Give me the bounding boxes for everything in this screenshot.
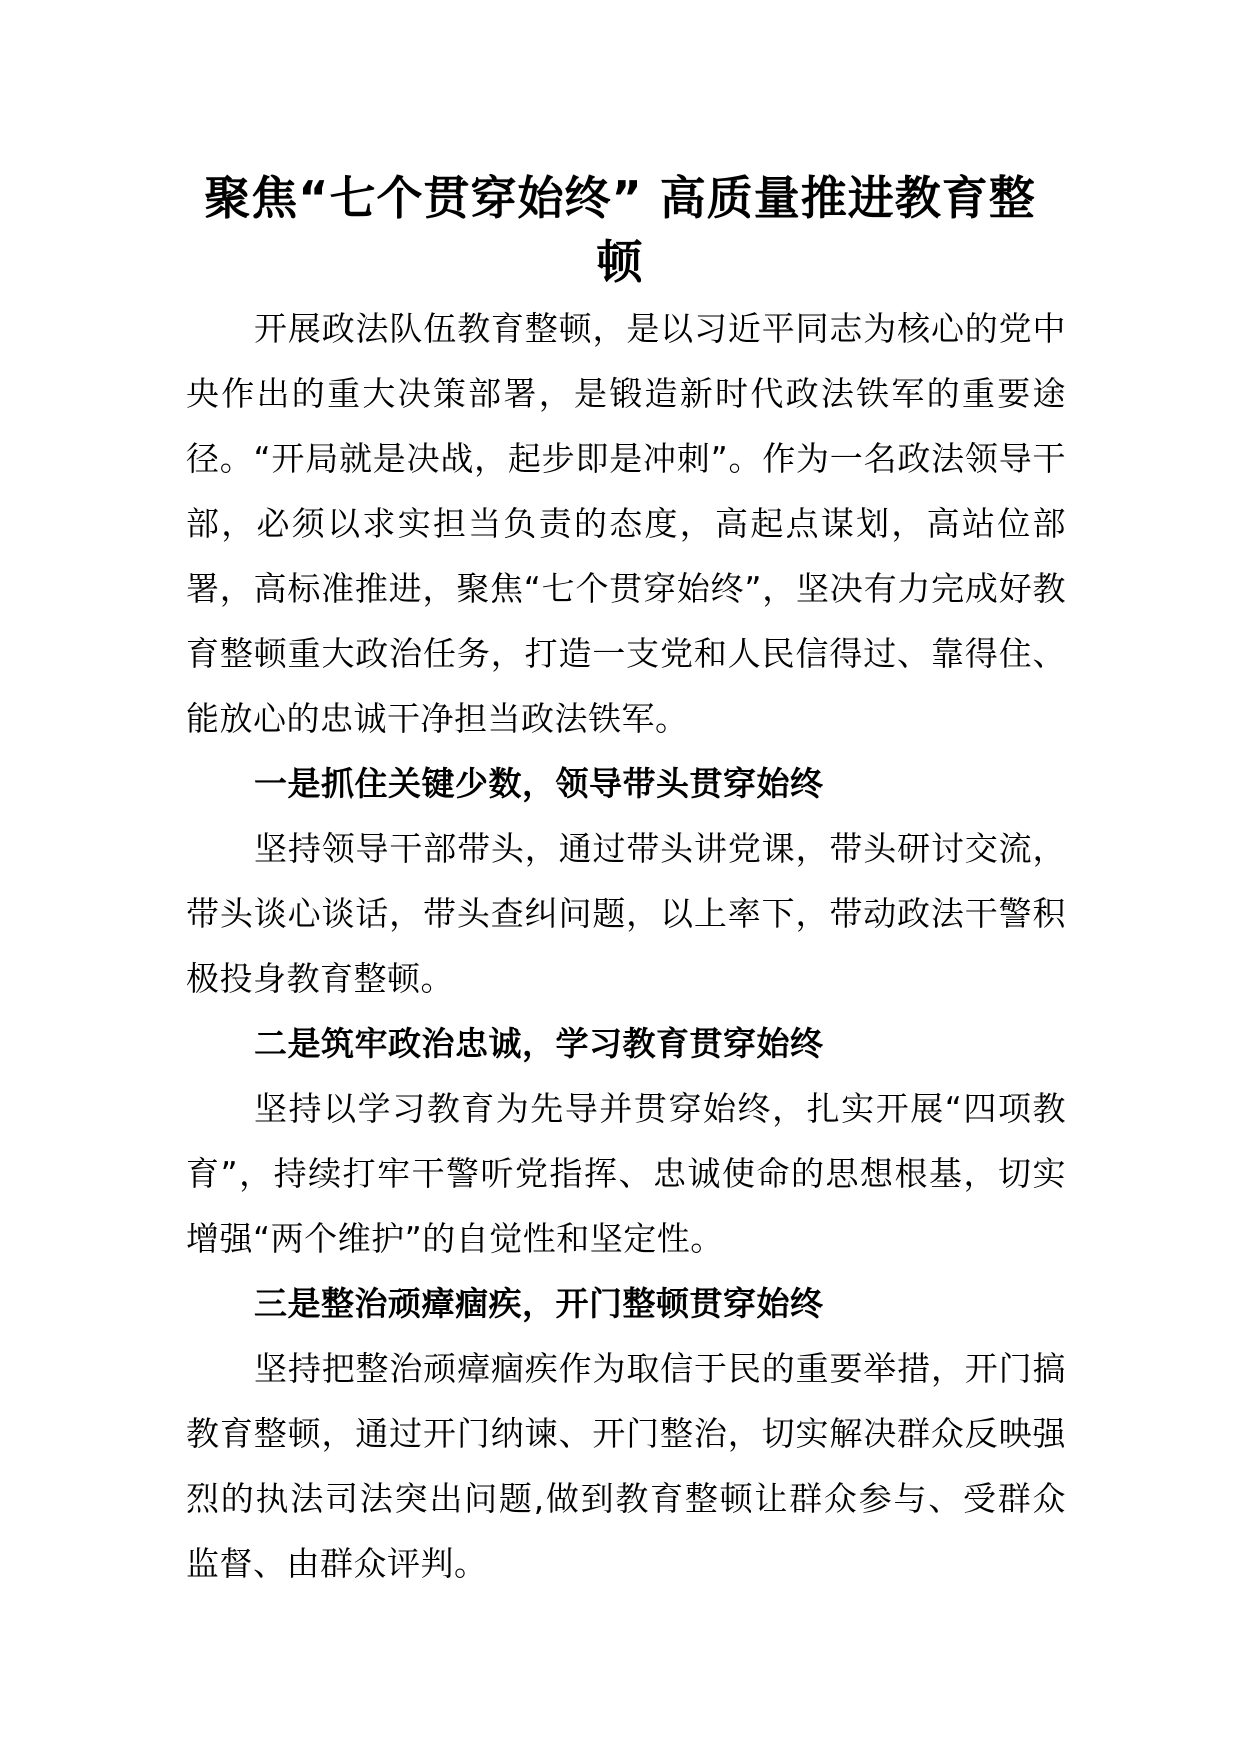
document-body (186, 296, 1066, 1596)
section-paragraph-3: 坚持把整治顽瘴痼疾作为取信于民的重要举措，开门搞教育整顿，通过开门纳谏、开门整治，切实解决群众反映强烈的执法司法突出问题,做到教育整顿让群众参与、受群众监督、由群众评判。 (186, 1349, 1066, 1583)
document-title: 聚焦“七个贯穿始终” 高质量推进教育整顿 (204, 171, 1036, 289)
section-paragraph-2: 坚持以学习教育为先导并贯穿始终，扎实开展“四项教育”，持续打牢干警听党指挥、忠诚使命的思想根基，切实增强“两个维护”的自觉性和坚定性。 (186, 1089, 1066, 1258)
section-heading-2: 二是筑牢政治忠诚，学习教育贯穿始终 (254, 1024, 824, 1063)
intro-paragraph: 开展政法队伍教育整顿，是以习近平同志为核心的党中央作出的重大决策部署，是锻造新时代政法铁军的重要途径。“开局就是决战，起步即是冲刺”。作为一名政法领导干部，必须以求实担当负责的态度，高起点谋划，高站位部署，高标准推进，聚焦“七个贯穿始终”，坚决有力完成好教育整顿重大政治任务，打造一支党和人民信得过、靠得住、能放心的忠诚干净担当政法铁军。 (186, 309, 1066, 738)
section-heading-1: 一是抓住关键少数，领导带头贯穿始终 (254, 764, 824, 803)
section-heading-3: 三是整治顽瘴痼疾，开门整顿贯穿始终 (254, 1284, 824, 1323)
section-paragraph-1: 坚持领导干部带头，通过带头讲党课，带头研讨交流，带头谈心谈话，带头查纠问题，以上率下，带动政法干警积极投身教育整顿。 (186, 829, 1066, 998)
